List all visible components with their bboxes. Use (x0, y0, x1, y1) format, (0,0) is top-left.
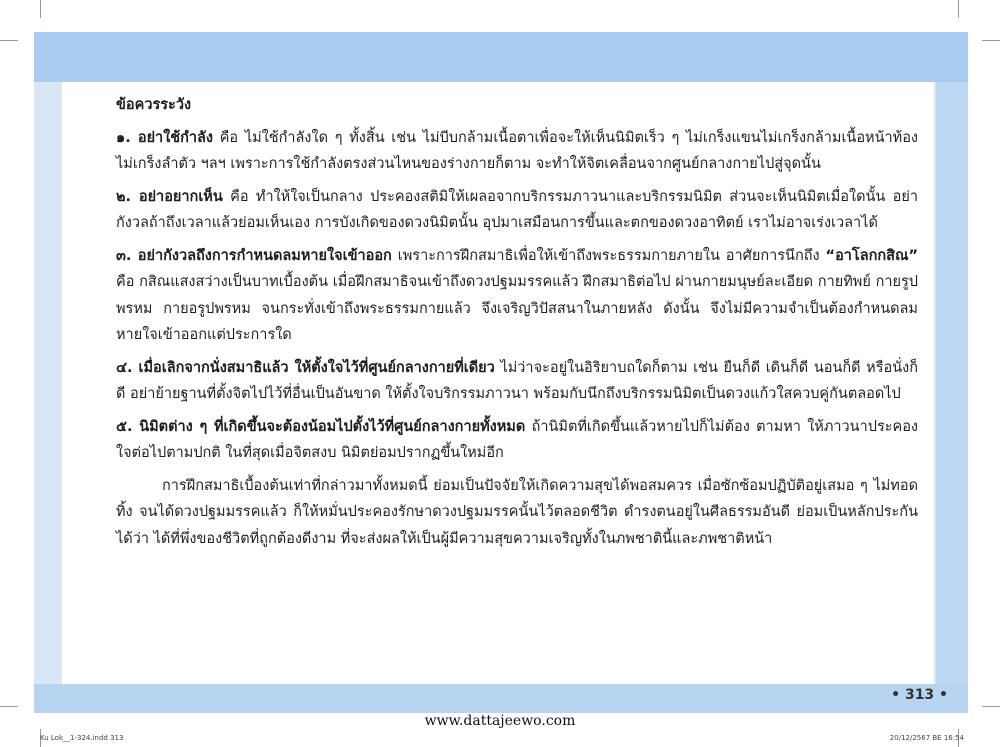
caution-item-term: “อาโลกกสิณ” (825, 247, 918, 264)
print-slug-date: 20/12/2567 BE 16:54 (889, 734, 964, 742)
caution-item-lead: ๕. นิมิตต่าง ๆ ที่เกิดขึ้นจะต้องน้อมไปตั้งไว้ที่ศูนย์กลางกายทั้งหมด (116, 418, 526, 435)
caution-item-4 (116, 355, 918, 408)
caution-item-body: เพราะการฝึกสมาธิเพื่อให้เข้าถึงพระธรรมกายภายใน อาศัยการนึกถึง (397, 247, 820, 264)
caution-item-body: คือ กสิณแสงสว่างเป็นบาทเบื้องต้น เมื่อฝึกสมาธิจนเข้าถึงดวงปฐมมรรคแล้ว ฝึกสมาธิต่อไป ผ่านกายมนุษย์ละเอียด กายทิพย์ กายรูปพรหม กายอรูปพรหม จนกระทั่งเข้าถึงพระธรรมกายแล้ว จึงเจริญวิปัสสนาในภายหลัง ดังนั้น จึงไม่มีความจำเป็นต้องกำหนดลมหายใจเข้าออกแต่ประการใด (116, 274, 918, 343)
closing-paragraph: การฝึกสมาธิเบื้องต้นเท่าที่กล่าวมาทั้งหมดนี้ ย่อมเป็นปัจจัยให้เกิดความสุขได้พอสมควร เมื่อซักซ้อมปฏิบัติอยู่เสมอ ๆ ไม่ทอดทิ้ง จนได้ดวงปฐมมรรคแล้ว ก็ให้หมั่นประคองรักษาดวงปฐมมรรคนั้นไว้ตลอดชีวิต ดำรงตนอยู่ในศีลธรรมอันดี ย่อมเป็นหลักประกันได้ว่า ได้ที่พึ่งของชีวิตที่ถูกต้องดีงาม ที่จะส่งผลให้เป็นผู้มีความสุขความเจริญทั้งในภพชาตินี้และภพชาติหน้า (116, 477, 918, 547)
caution-item-body: ไม่ว่าจะอยู่ในอิริยาบถใดก็ตาม เช่น ยืนก็ดี เดินก็ดี นอนก็ดี หรือนั่งก็ดี อย่าย้ายฐานที่ตั้งจิตไปไว้ที่อื่นเป็นอันขาด ให้ตั้งใจบริกรรมภาวนา พร้อมกับนึกถึงบริกรรมนิมิตเป็นดวงแก้วใสควบคู่กันตลอดไป (116, 359, 918, 402)
crop-mark (40, 0, 41, 18)
crop-mark (982, 706, 1000, 707)
caution-item-lead: ๓. อย่ากังวลถึงการกำหนดลมหายใจเข้าออก (116, 247, 392, 264)
page-content (116, 92, 918, 558)
caution-item-lead: ๔. เมื่อเลิกจากนั่งสมาธิแล้ว ให้ตั้งใจไว้ที่ศูนย์กลางกายที่เดียว (116, 359, 495, 376)
caution-item-lead: ๑. อย่าใช้กำลัง (116, 129, 214, 146)
top-band (34, 32, 968, 82)
caution-item-3 (116, 243, 918, 349)
website-url: www.dattajeewo.com (424, 713, 576, 729)
caution-item-2 (116, 184, 918, 237)
crop-mark (958, 0, 959, 18)
caution-item-body: ถ้านิมิตที่เกิดขึ้นแล้วหายไปก็ไม่ต้อง ตามหา ให้ภาวนาประคองใจต่อไปตามปกติ ในที่สุดเมื่อจิตสงบ นิมิตย่อมปรากฏขึ้นใหม่อีก (116, 418, 919, 461)
bottom-band (34, 684, 968, 713)
print-slug-file: Ku Lok__1-324.indd 313 (40, 734, 124, 742)
caution-item-body: คือ ทำให้ใจเป็นกลาง ประคองสติมิให้เผลอจากบริกรรมภาวนาและบริกรรมนิมิต ส่วนจะเห็นนิมิตเมื่อใดนั้น อย่ากังวลถ้าถึงเวลาแล้วย่อมเห็นเอง การบังเกิดของดวงนิมิตนั้น อุปมาเสมือนการขึ้นและตกของดวงอาทิตย์ เราไม่อาจเร่งเวลาได้ (116, 188, 919, 231)
crop-mark (0, 40, 18, 41)
section-heading: ข้อควรระวัง (116, 97, 192, 113)
page-number: • 313 • (891, 687, 948, 703)
side-band (936, 82, 968, 684)
caution-item-body: คือ ไม่ใช้กำลังใด ๆ ทั้งสิ้น เช่น ไม่บีบกล้ามเนื้อตาเพื่อจะให้เห็นนิมิตเร็ว ๆ ไม่เกร็งแขนไม่เกร็งกล้ามเนื้อหน้าท้อง ไม่เกร็งลำตัว ฯลฯ เพราะการใช้กำลังตรงส่วนไหนของร่างกายก็ตาม จะทำให้จิตเคลื่อนจากศูนย์กลางกายไปสู่จุดนั้น (116, 129, 918, 172)
caution-item-5 (116, 414, 918, 467)
caution-item-1 (116, 125, 918, 178)
crop-mark (982, 40, 1000, 41)
crop-mark (0, 706, 18, 707)
caution-item-lead: ๒. อย่าอยากเห็น (116, 188, 223, 205)
